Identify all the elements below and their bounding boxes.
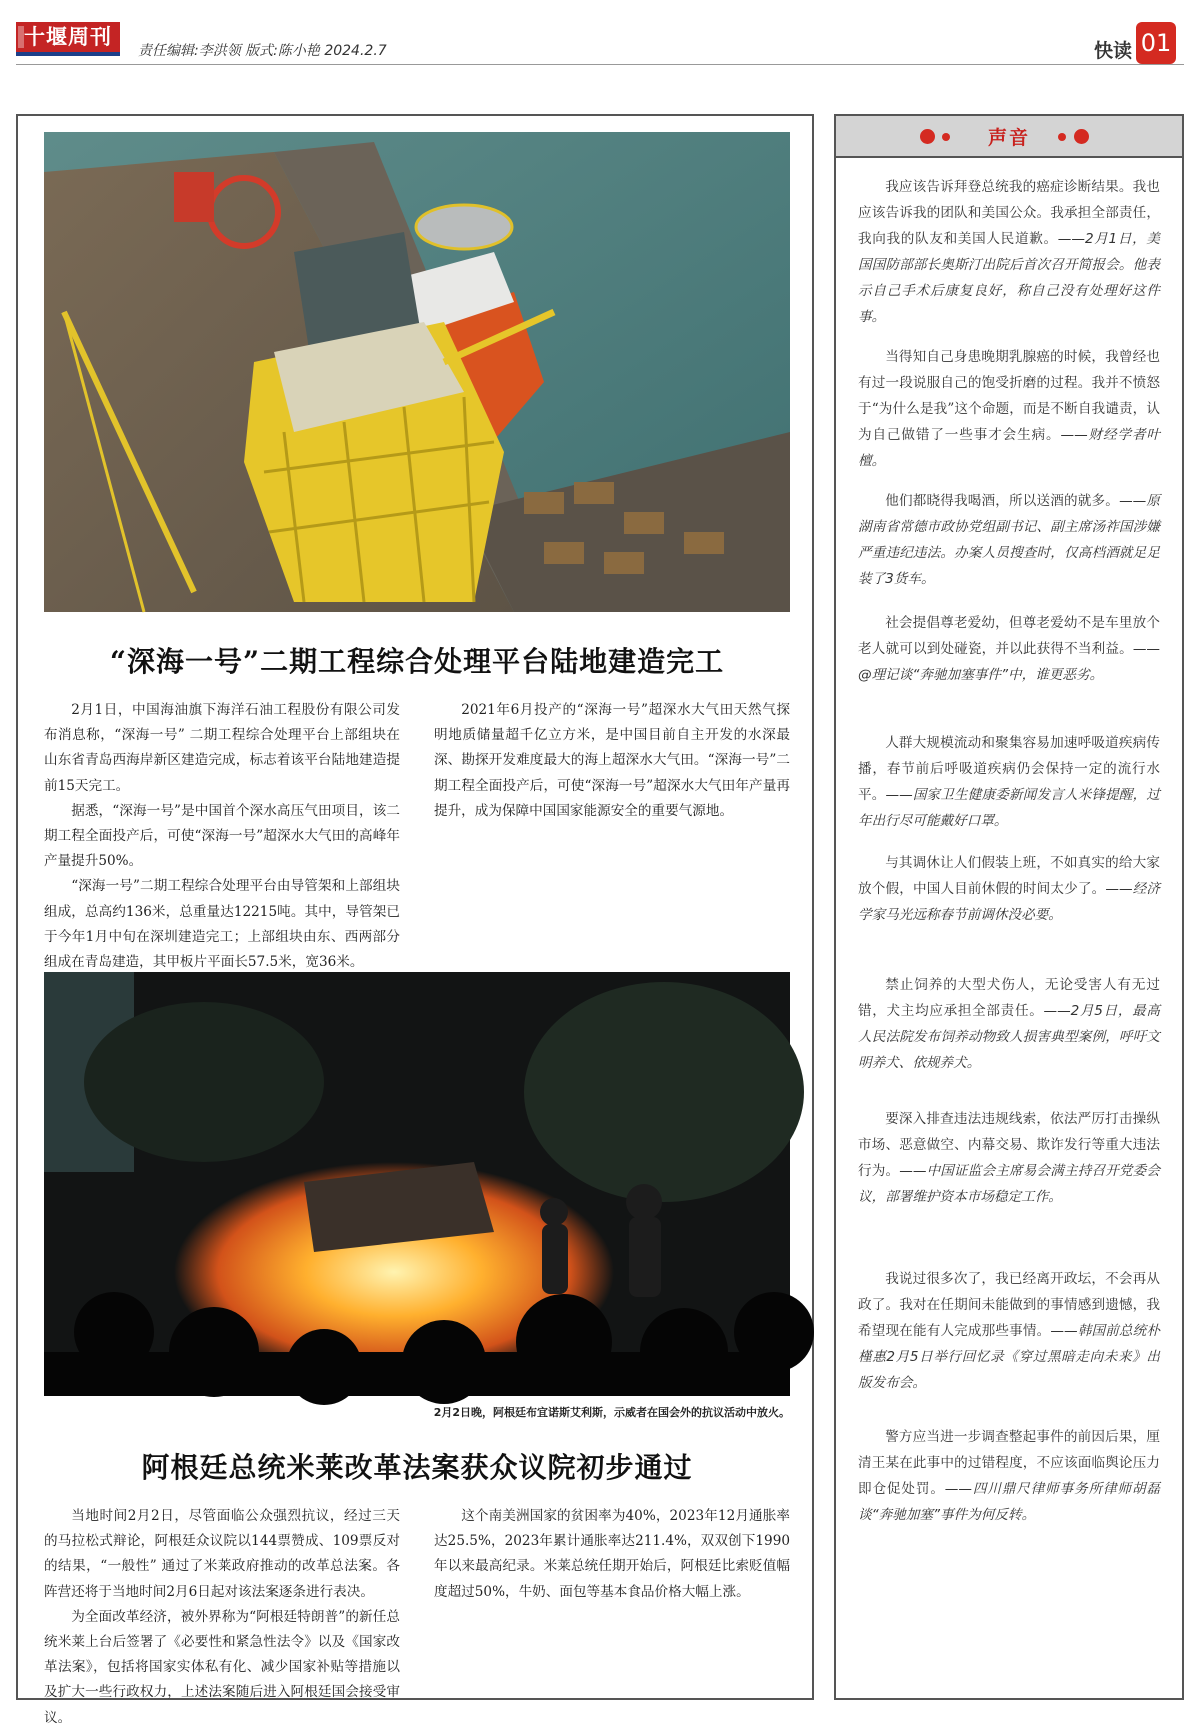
protest-fire-photo bbox=[44, 972, 790, 1396]
quote-source: ——2月1日，美国国防部部长奥斯汀出院后首次召开简报会。他表示自己手术后康复良好，称自己没有处理好这件事。 bbox=[858, 231, 1160, 325]
article1-paragraph: 2月1日，中国海油旗下海洋石油工程股份有限公司发布消息称，“深海一号” 二期工程综合处理平台上部组块在山东省青岛西海岸新区建造完成，标志着该平台陆地建造提前15天完工。 bbox=[44, 702, 400, 794]
voices-sidebar bbox=[834, 114, 1184, 1700]
quote-text: 禁止饲养的大型犬伤人，无论受害人有无过错，犬主均应承担全部责任。 bbox=[858, 977, 1160, 1019]
offshore-platform-illustration bbox=[44, 132, 790, 612]
quote-block bbox=[858, 344, 1160, 474]
article1-column-right bbox=[434, 698, 790, 975]
quote-text: 我说过很多次了，我已经离开政坛，不会再从政了。我对在任期间未能做到的事情感到遗憾，我希望现在能有人完成那些事情。 bbox=[858, 1271, 1160, 1339]
quote-block bbox=[858, 488, 1160, 592]
quote-block bbox=[858, 610, 1160, 688]
page-number-badge: 01 bbox=[1136, 22, 1176, 64]
article1-headline: “深海一号”二期工程综合处理平台陆地建造完工 bbox=[109, 645, 725, 678]
quote-source: ——经济学家马光远称春节前调休没必要。 bbox=[858, 881, 1161, 923]
quote-source: ——国家卫生健康委新闻发言人米锋提醒，过年出行尽可能戴好口罩。 bbox=[858, 787, 1161, 829]
masthead-logo bbox=[16, 22, 120, 56]
quote-block bbox=[858, 1266, 1160, 1396]
article2-headline: 阿根廷总统米莱改革法案获众议院初步通过 bbox=[141, 1451, 693, 1484]
quote-source: ——原湖南省常德市政协党组副书记、副主席汤祚国涉嫌严重违纪违法。办案人员搜查时，仅高档酒就足足装了3货车。 bbox=[858, 493, 1161, 587]
quote-block bbox=[858, 1424, 1160, 1528]
page-header bbox=[0, 0, 1200, 70]
quote-source: ——韩国前总统朴槿惠2月5日举行回忆录《穿过黑暗走向未来》出版发布会。 bbox=[858, 1323, 1161, 1391]
quote-source: ——财经学者叶檀。 bbox=[858, 427, 1161, 469]
quote-text: 与其调休让人们假装上班，不如真实的给大家放个假，中国人目前休假的时间太少了。 bbox=[858, 855, 1160, 897]
sidebar-header bbox=[836, 116, 1182, 158]
header-divider bbox=[16, 64, 1184, 65]
quote-source: ——2月5日，最高人民法院发布饲养动物致人损害典型案例，呼吁文明养犬、依规养犬。 bbox=[858, 1003, 1160, 1071]
quote-block bbox=[858, 730, 1160, 834]
quote-text: 社会提倡尊老爱幼，但尊老爱幼不是车里放个老人就可以到处碰瓷，并以此获得不当利益。 bbox=[858, 615, 1160, 657]
article2-column-left bbox=[44, 1504, 400, 1731]
quote-text: 警方应当进一步调查整起事件的前因后果，厘清王某在此事中的过错程度，不应该面临舆论压力即仓促处罚。 bbox=[858, 1429, 1160, 1497]
quote-text: 他们都晓得我喝酒，所以送酒的就多。 bbox=[885, 493, 1120, 509]
article2-paragraph: 这个南美洲国家的贫困率为40%，2023年12月通胀率达25.5%，2023年累计通胀率达211.4%，双双创下1990年以来最高纪录。米莱总统任期开始后，阿根廷比索贬值幅度超过50%，牛奶、面包等基本食品价格大幅上涨。 bbox=[434, 1508, 790, 1600]
article2-body bbox=[44, 1504, 790, 1731]
offshore-platform-photo bbox=[44, 132, 790, 612]
article1-column-left bbox=[44, 698, 400, 975]
quote-block bbox=[858, 972, 1160, 1076]
quote-text: 我应该告诉拜登总统我的癌症诊断结果。我也应该告诉我的团队和美国公众。我承担全部责任，我向我的队友和美国人民道歉。 bbox=[858, 179, 1160, 247]
quote-source: ——四川鼎尺律师事务所律师胡磊谈“奔驰加塞”事件为何反转。 bbox=[858, 1481, 1161, 1523]
sidebar-title: 声音 bbox=[987, 127, 1030, 149]
article1-paragraph: 2021年6月投产的“深海一号”超深水大气田天然气探明地质储量超千亿立方米，是中国目前自主开发的水深最深、勘探开发难度最大的海上超深水大气田。“深海一号”二期工程全面投产后，可使“深海一号”超深水大气田年产量再提升，成为保障中国国家能源安全的重要气源地。 bbox=[434, 702, 790, 819]
article2-column-right bbox=[434, 1504, 790, 1731]
article1-paragraph: 据悉，“深海一号”是中国首个深水高压气田项目，该二期工程全面投产后，可使“深海一号”超深水大气田的高峰年产量提升50%。 bbox=[44, 802, 400, 870]
quote-text: 当得知自己身患晚期乳腺癌的时候，我曾经也有过一段说服自己的饱受折磨的过程。我并不愤怒于“为什么是我”这个命题，而是不断自我谴责，认为自己做错了一些事才会生病。 bbox=[858, 349, 1160, 443]
editor-credits: 责任编辑:李洪领 版式:陈小艳 2024.2.7 bbox=[138, 43, 387, 59]
quote-block bbox=[858, 174, 1160, 330]
quote-block bbox=[858, 850, 1160, 928]
main-column bbox=[16, 114, 814, 1726]
quote-source: ——@理记谈“奔驰加塞事件”中，谁更恶劣。 bbox=[858, 641, 1160, 683]
quote-text: 人群大规模流动和聚集容易加速呼吸道疾病传播，春节前后呼吸道疾病仍会保持一定的流行水平。 bbox=[858, 735, 1160, 803]
article2-paragraph: 当地时间2月2日，尽管面临公众强烈抗议，经过三天的马拉松式辩论，阿根廷众议院以144票赞成、109票反对的结果，“一般性” 通过了米莱政府推动的改革总法案。各阵营还将于当地时间2月6日起对该法案逐条进行表决。 bbox=[44, 1508, 400, 1600]
protest-fire-illustration bbox=[44, 972, 790, 1396]
paper-name: 十堰周刊 bbox=[24, 24, 112, 49]
quote-text: 要深入排查违法违规线索，依法严厉打击操纵市场、恶意做空、内幕交易、欺诈发行等重大违法行为。 bbox=[858, 1111, 1160, 1179]
quote-block bbox=[858, 1106, 1160, 1210]
article1-body bbox=[44, 698, 790, 975]
section-name: 快读 bbox=[1093, 40, 1132, 62]
article2-paragraph: 为全面改革经济，被外界称为“阿根廷特朗普”的新任总统米莱上台后签署了《必要性和紧急性法令》以及《国家改革法案》，包括将国家实体私有化、减少国家补贴等措施以及扩大一些行政权力，上述法案随后进入阿根廷国会接受审议。 bbox=[44, 1608, 400, 1726]
photo2-caption: 2月2日晚，阿根廷布宜诺斯艾利斯，示威者在国会外的抗议活动中放火。 bbox=[433, 1406, 790, 1419]
article1-paragraph: “深海一号”二期工程综合处理平台由导管架和上部组块组成，总高约136米，总重量达12215吨。其中，导管架已于今年1月中旬在深圳建造完工；上部组块由东、西两部分组成在青岛建造，其甲板片平面长57.5米，宽36米。 bbox=[44, 878, 400, 971]
quote-source: ——中国证监会主席易会满主持召开党委会议，部署维护资本市场稳定工作。 bbox=[858, 1163, 1161, 1205]
